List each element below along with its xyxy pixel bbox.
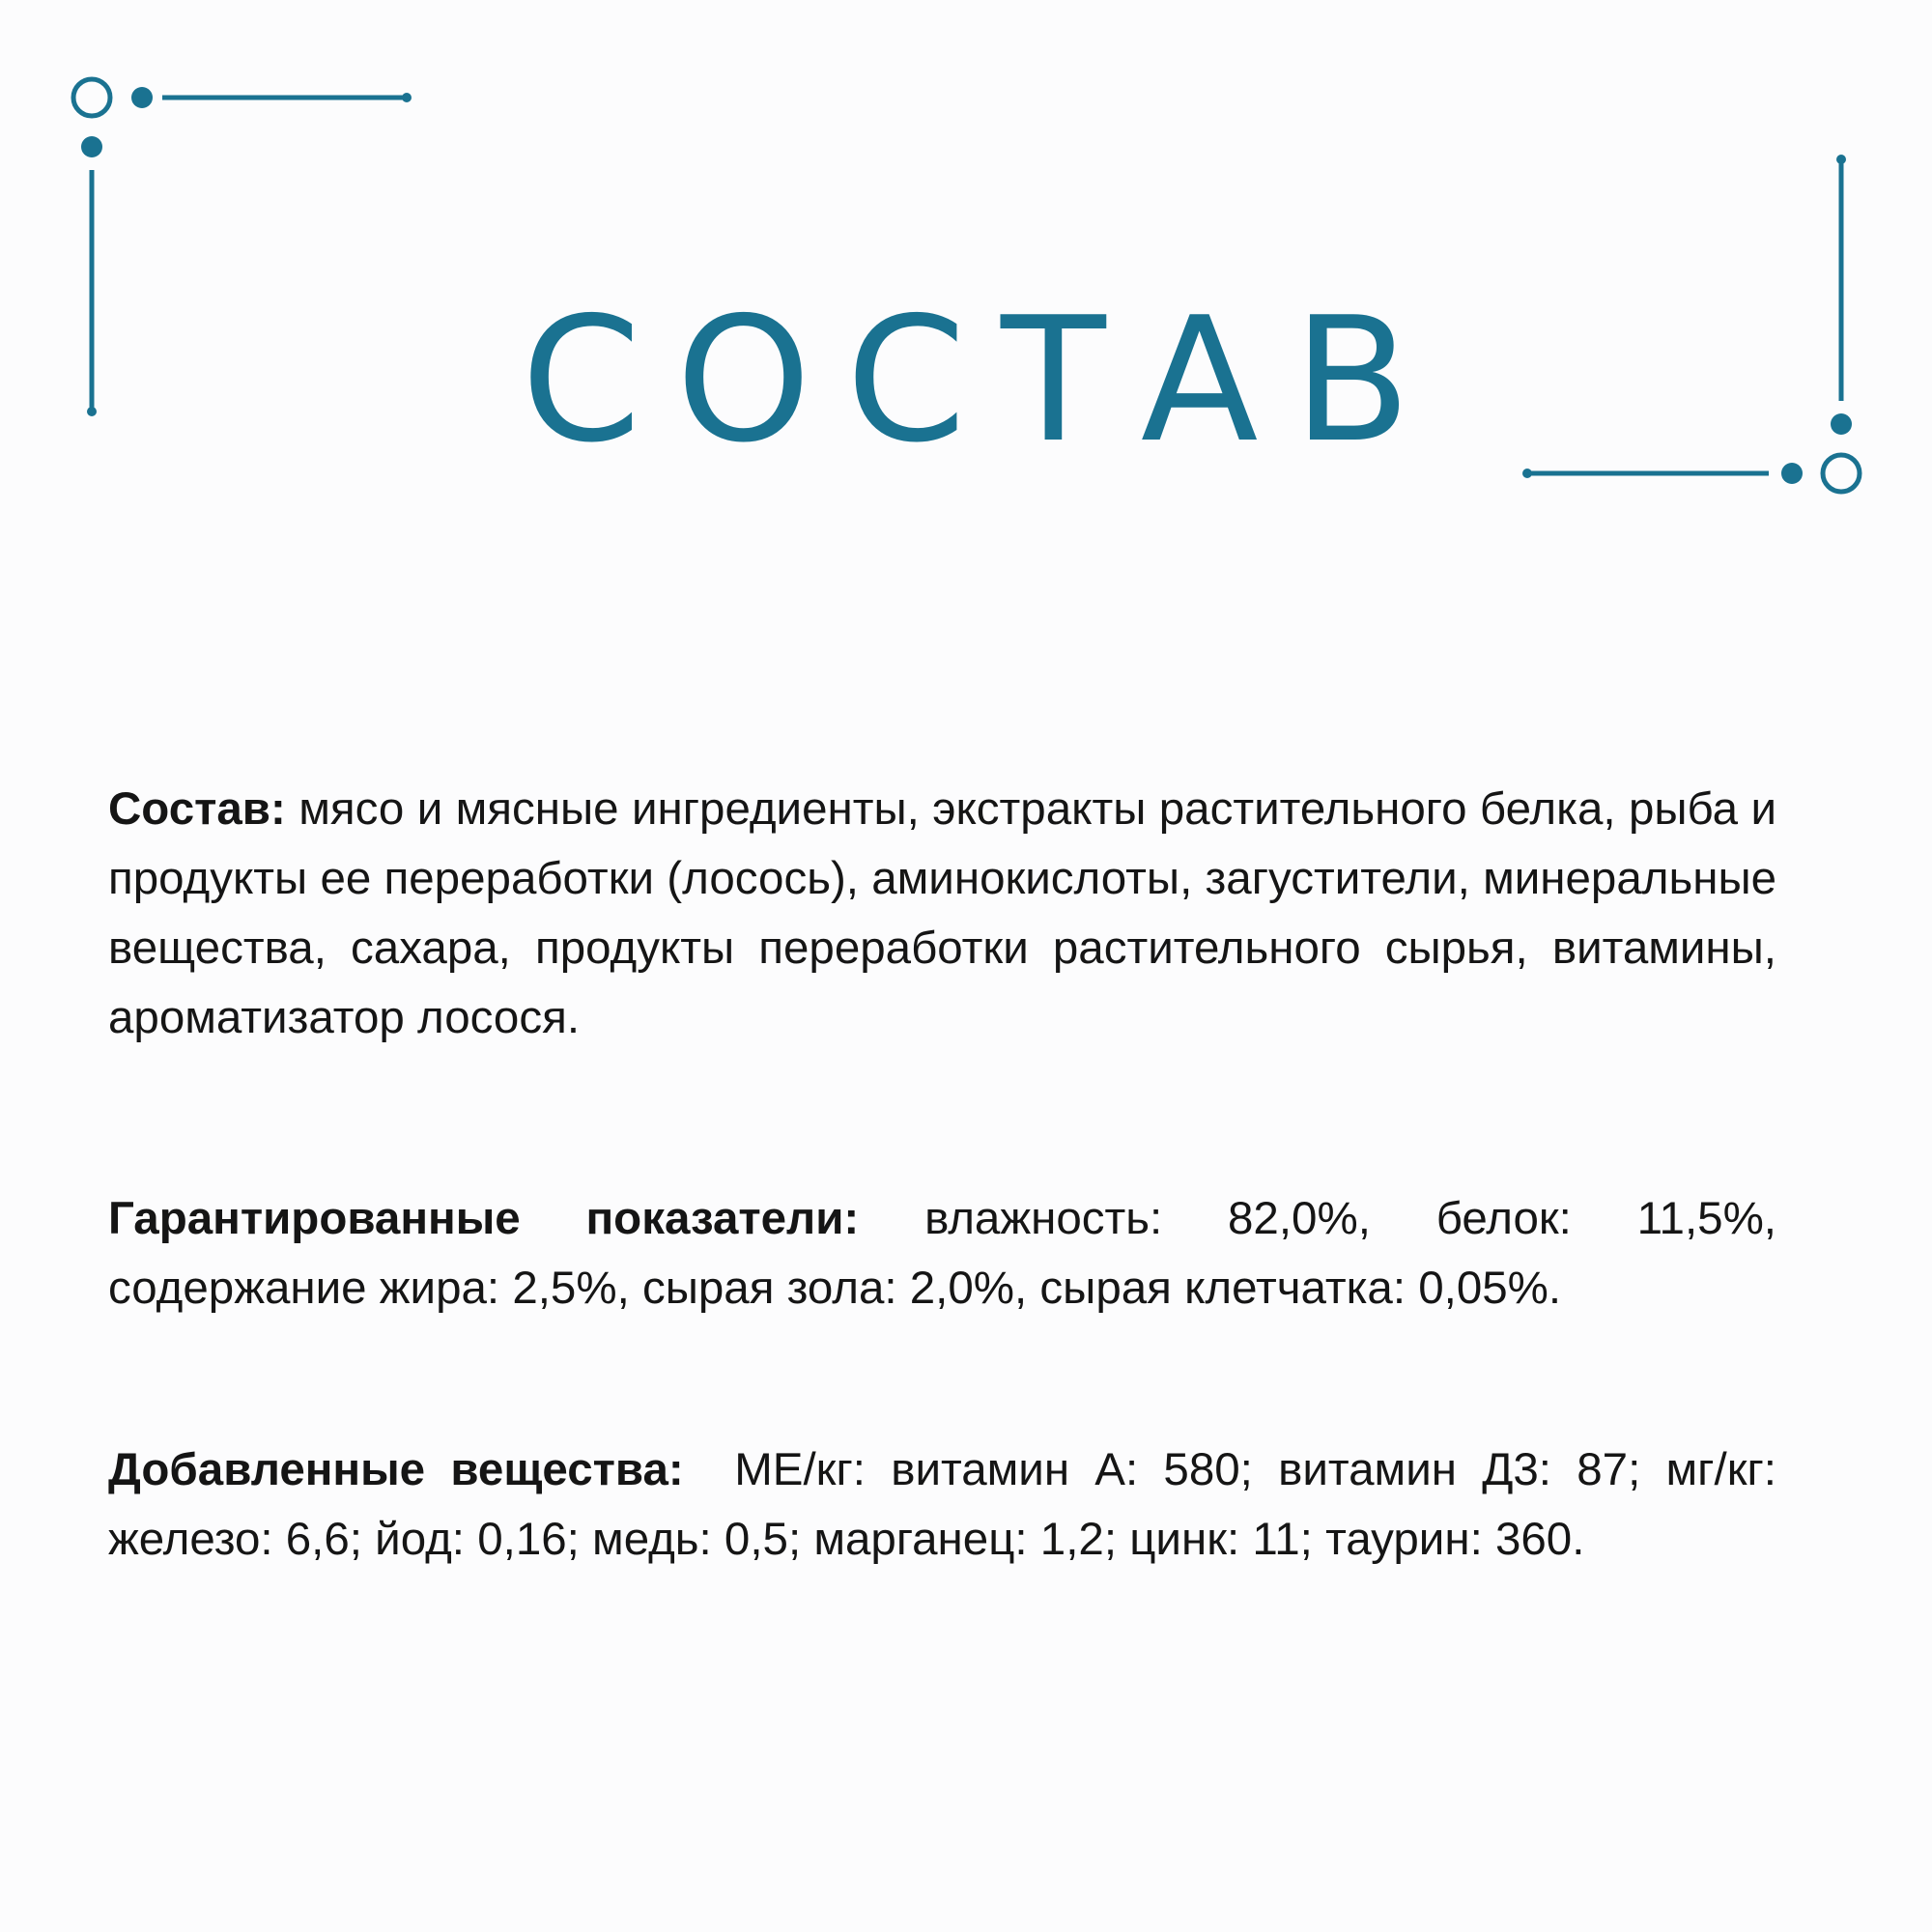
- composition-label: Состав:: [108, 783, 286, 835]
- ornament-ring: [73, 79, 110, 116]
- ornament-dot: [131, 87, 153, 108]
- ornament-dot: [1836, 155, 1846, 164]
- added-substances-text: МЕ/кг: витамин А: 580; витамин Д3: 87; мг/кг: железо: 6,6; йод: 0,16; медь: 0,5; марганец: 1,2; цинк: 11; таурин: 360.: [108, 1444, 1777, 1565]
- guaranteed-values-label: Гарантированные показатели:: [108, 1193, 860, 1244]
- page-title: СОСТАВ: [521, 280, 1446, 481]
- composition-text: мясо и мясные ингредиенты, экстракты растительного белка, рыба и продукты ее переработки (лосось), аминокислоты, загустители, минеральные вещества, сахара, продукты переработки растительного сырья, витамины, ароматизатор лосося.: [108, 783, 1776, 1043]
- guaranteed-values-text: влажность: 82,0%, белок: 11,5%, содержание жира: 2,5%, сырая зола: 2,0%, сырая клетчатка: 0,05%.: [108, 1193, 1777, 1314]
- ornament-dot: [402, 93, 412, 102]
- added-substances-section: [108, 1435, 1776, 1575]
- added-substances-label: Добавленные вещества:: [108, 1444, 684, 1495]
- composition-section: [108, 775, 1776, 1053]
- ornament-dot: [81, 136, 102, 157]
- guaranteed-values-section: [108, 1184, 1776, 1323]
